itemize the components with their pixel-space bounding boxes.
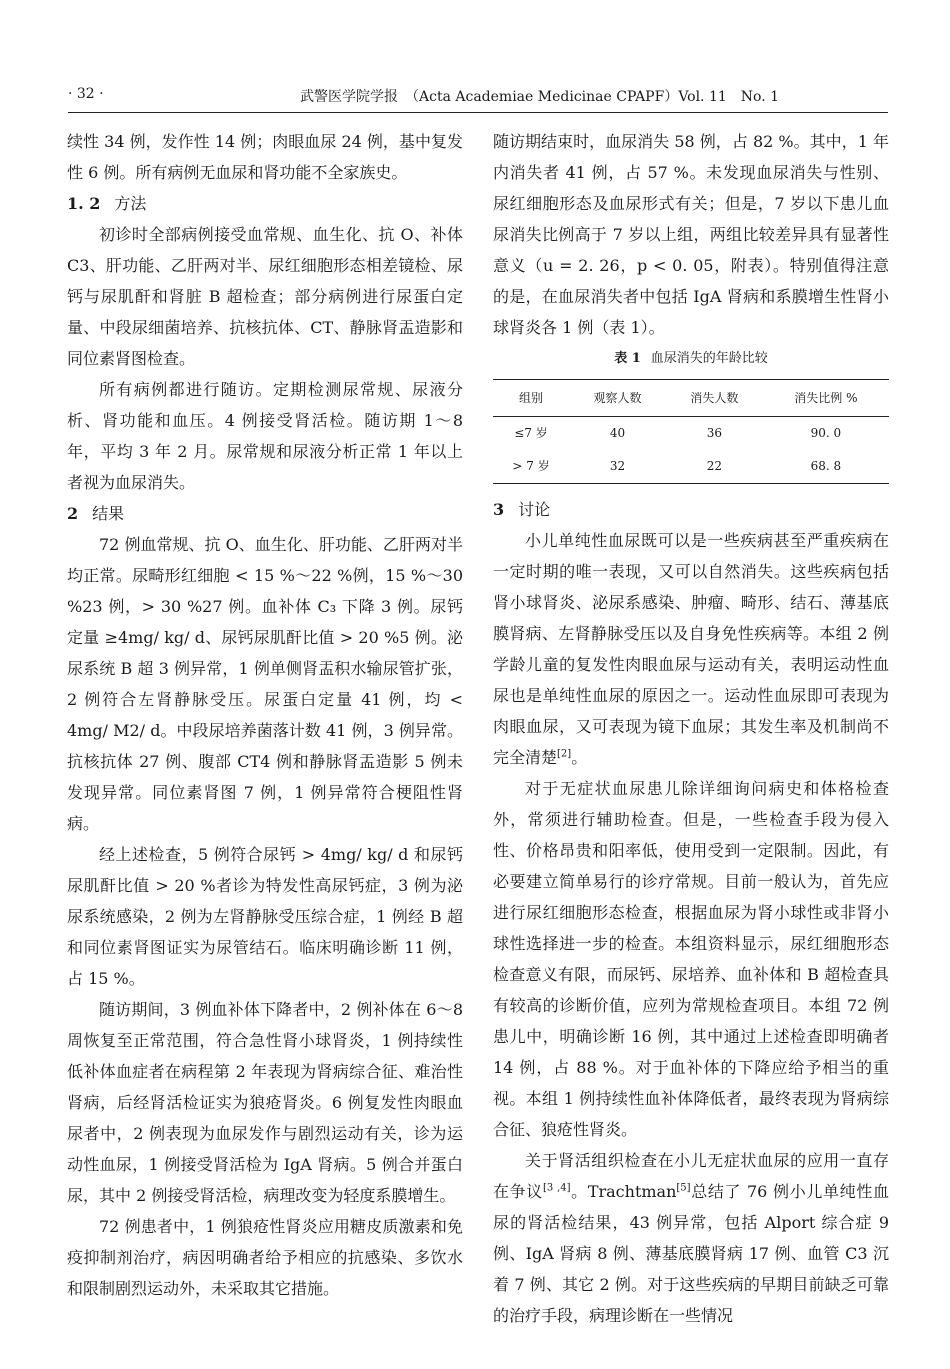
- citation: [2]: [557, 748, 572, 760]
- table-header-cell: 消失人数: [690, 390, 739, 405]
- paragraph-text: 。: [571, 748, 588, 767]
- citation: [3 ,4]: [542, 1182, 571, 1194]
- table-row: [493, 450, 889, 484]
- page-header: [68, 86, 888, 108]
- paragraph: [493, 1145, 889, 1331]
- table-cell: 68. 8: [810, 459, 842, 473]
- section-heading-methods: [67, 188, 463, 219]
- table-cell: 40: [609, 426, 626, 440]
- section-title: 讨论: [518, 500, 551, 519]
- table-header-cell: 组别: [519, 390, 544, 405]
- paragraph: 72 例患者中，1 例狼疮性肾炎应用糖皮质激素和免疫抑制剂治疗，病因明确者给予相应的抗感染、多饮水和限制剧烈运动外，未采取其它措施。: [67, 1217, 463, 1298]
- paragraph: 对于无症状血尿患儿除详细询问病史和体格检查外，常须进行辅助检查。但是，一些检查手段为侵入性、价格昂贵和阳率低，使用受到一定限制。因此，有必要建立简单易行的诊疗常规。目前一般认为，首先应进行尿红细胞形态检查，根据血尿为肾小球性或非肾小球性选择进一步的检查。本组资料显示，尿红细胞形态检查意义有限，而尿钙、尿培养、血补体和 B 超检查具有较高的诊断价值，应列为常规检查项目。本组 72 例患儿中，明确诊断 16 例，其中通过上述检查即明确者 14 例，占 88 %。对于血补体的下降应给予相当的重视。本组 1 例持续性血补体降低者，最终表现为肾病综合征、狼疮性肾炎。: [493, 779, 889, 1139]
- section-title: 方法: [114, 194, 147, 213]
- table-cell: 90. 0: [810, 426, 842, 440]
- table-title: 血尿消失的年龄比较: [650, 351, 768, 366]
- paragraph: 经上述检查，5 例符合尿钙 > 4mg/ kg/ d 和尿钙尿肌酐比值 > 20 %者诊为特发性高尿钙症，3 例为泌尿系统感染，2 例为左肾静脉受压综合症，1 例经 B 超和同位素肾图证实为尿管结石。临床明确诊断 11 例，占 15 %。: [67, 845, 463, 988]
- journal-title: 武警医学院学报 （Acta Academiae Medicinae CPAPF）Vol. 11 No. 1: [300, 89, 780, 105]
- paragraph: 随访期结束时，血尿消失 58 例，占 82 %。其中，1 年内消失者 41 例，占 57 %。未发现血尿消失与性别、尿红细胞形态及血尿形式有关；但是，7 岁以下患儿血尿消失比例高于 7 岁以上组，两组比较差异具有显著性意义（u = 2. 26，p < 0. 05，附表）。特别值得注意的是，在血尿消失者中包括 IgA 肾病和系膜增生性肾小球肾炎各 1 例（表 1）。: [493, 132, 889, 337]
- age-comparison-table: [493, 379, 889, 484]
- table-cell: ≤7 岁: [514, 426, 548, 440]
- section-number: 1. 2: [67, 194, 101, 213]
- section-heading-discussion: [493, 494, 889, 525]
- page-number: · 32 ·: [68, 86, 104, 102]
- paragraph: 初诊时全部病例接受血常规、血生化、抗 O、补体 C3、肝功能、乙肝两对半、尿红细胞形态相差镜检、尿钙与尿肌酐和肾脏 B 超检查；部分病例进行尿蛋白定量、中段尿细菌培养、抗核抗体、CT、静脉肾盂造影和同位素肾图检查。: [67, 225, 463, 368]
- paragraph: [493, 525, 889, 773]
- paragraph: 所有病例都进行随访。定期检测尿常规、尿液分析、肾功能和血压。4 例接受肾活检。随访期 1～8 年，平均 3 年 2 月。尿常规和尿液分析正常 1 年以上者视为血尿消失。: [67, 380, 463, 492]
- table-header-row: [493, 380, 889, 417]
- table-cell: 32: [609, 459, 626, 473]
- paragraph: 随访期间，3 例血补体下降者中，2 例补体在 6～8 周恢复至正常范围，符合急性肾小球肾炎，1 例持续性低补体血症者在病程第 2 年表现为肾病综合征、难治性肾病，后经肾活检证实为狼疮肾炎。6 例复发性肉眼血尿者中，2 例表现为血尿发作与剧烈运动有关，诊为运动性血尿，1 例接受肾活检为 IgA 肾病。5 例合并蛋白尿，其中 2 例接受肾活检，病理改变为轻度系膜增生。: [67, 1000, 463, 1205]
- paragraph-text: 总结了 76 例小儿单纯性血尿的肾活检结果，43 例异常，包括 Alport 综合症 9 例、IgA 肾病 8 例、薄基底膜肾病 17 例、血管 C3 沉着 7 例、其它 2 例。对于这些疾病的早期目前缺乏可靠的治疗手段，病理诊断在一些情况: [493, 1182, 889, 1325]
- section-number: 3: [493, 500, 505, 519]
- header-rule: [68, 112, 888, 113]
- table-cell: 22: [706, 459, 722, 473]
- paragraph: 续性 34 例，发作性 14 例；肉眼血尿 24 例，基中复发性 6 例。所有病例无血尿和肾功能不全家族史。: [67, 132, 463, 182]
- paragraph-text: 关于肾活组织检查在小儿无症状血尿的应用一直存在争议: [493, 1151, 889, 1201]
- table-caption: [493, 349, 889, 369]
- section-number: 2: [67, 504, 79, 523]
- table-cell: > 7 岁: [512, 459, 550, 473]
- table-header-cell: 消失比例 %: [794, 390, 858, 405]
- paragraph-text: 。Trachtman: [570, 1182, 677, 1201]
- left-column: [67, 126, 463, 1304]
- citation: [5]: [676, 1182, 691, 1194]
- section-title: 结果: [92, 504, 125, 523]
- table-row: [493, 417, 889, 451]
- table-number: 表 1: [614, 351, 641, 366]
- table-cell: 36: [706, 426, 722, 440]
- section-heading-results: [67, 498, 463, 529]
- right-column: [493, 126, 889, 1331]
- paragraph: 72 例血常规、抗 O、血生化、肝功能、乙肝两对半均正常。尿畸形红细胞 < 15 %～22 %例，15 %～30 %23 例，> 30 %27 例。血补体 C₃ 下降 3 例。尿钙定量 ≥4mg/ kg/ d、尿钙尿肌酐比值 > 20 %5 例。泌尿系统 B 超 3 例异常，1 例单侧肾盂积水输尿管扩张，2 例符合左肾静脉受压。尿蛋白定量 41 例，均 < 4mg/ M2/ d。中段尿培养菌落计数 41 例，3 例异常。抗核抗体 27 例、腹部 CT4 例和静脉肾盂造影 5 例未发现异常。同位素肾图 7 例，1 例异常符合梗阻性肾病。: [67, 535, 463, 833]
- table-header-cell: 观察人数: [593, 390, 642, 405]
- paragraph-text: 小儿单纯性血尿既可以是一些疾病甚至严重疾病在一定时期的唯一表现，又可以自然消失。这些疾病包括肾小球肾炎、泌尿系感染、肿瘤、畸形、结石、薄基底膜肾病、左肾静脉受压以及自身免性疾病等。本组 2 例学龄儿童的复发性肉眼血尿与运动有关，表明运动性血尿也是单纯性血尿的原因之一。运动性血尿即可表现为肉眼血尿，又可表现为镜下血尿；其发生率及机制尚不完全清楚: [493, 531, 889, 767]
